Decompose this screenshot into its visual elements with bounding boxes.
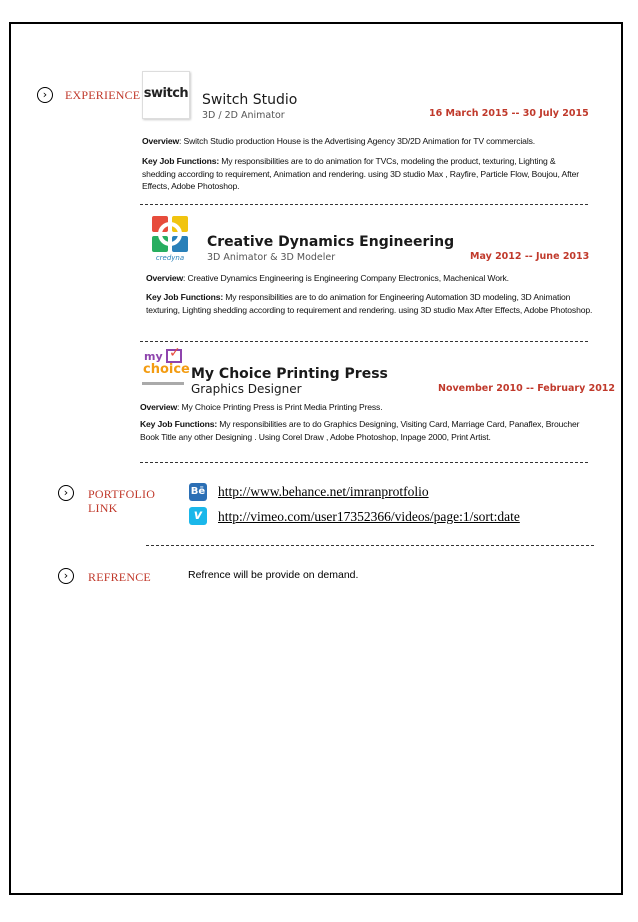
job-date: May 2012 -- June 2013 (470, 251, 590, 262)
vimeo-icon[interactable]: v (189, 507, 207, 525)
overview-label: Overview (146, 273, 184, 283)
job-functions (142, 155, 582, 193)
overview-text: : Creative Dynamics Engineering is Engineering Company Electronics, Machenical Work. (183, 273, 509, 283)
credyna-mark-icon (146, 214, 194, 256)
reference-text: Refrence will be provide on demand. (188, 569, 359, 581)
job-role: 3D / 2D Animator (202, 110, 285, 121)
chevron-right-icon: › (58, 568, 74, 584)
functions-text: My responsibilities are to do Graphics Designing, Visiting Card, Marriage Card, Panaflex, Broucher Book Title any other Designing . Using Corel Draw , Adobe Photoshop, Inpage 2000, Print Artist. (140, 419, 580, 442)
job-overview (140, 401, 598, 414)
job-overview (146, 272, 598, 285)
functions-label: Key Job Functions: (146, 292, 224, 302)
divider (140, 204, 588, 205)
divider (140, 341, 588, 342)
functions-label: Key Job Functions: (142, 156, 220, 166)
logo-tagline-bar (142, 382, 184, 385)
portfolio-label-line2: LINK (88, 501, 118, 515)
job-role: Graphics Designer (191, 382, 302, 396)
job-functions (140, 418, 598, 443)
section-experience-label: EXPERIENCE (65, 88, 141, 102)
job-company: Creative Dynamics Engineering (207, 234, 455, 250)
overview-text: : My Choice Printing Press is Print Media Printing Press. (177, 402, 383, 412)
logo-wordmark-choice: choice (143, 362, 190, 377)
logo-wordmark-my: my (144, 350, 163, 363)
job-date: November 2010 -- February 2012 (438, 383, 616, 394)
functions-label: Key Job Functions: (140, 419, 218, 429)
overview-text: : Switch Studio production House is the Advertising Agency 3D/2D Animation for TV commercials. (179, 136, 535, 146)
section-reference-label: REFRENCE (88, 570, 151, 584)
my-choice-logo (142, 345, 190, 393)
overview-label: Overview (140, 402, 178, 412)
job-role: 3D Animator & 3D Modeler (207, 252, 336, 263)
logo-wordmark: switch (143, 86, 189, 101)
checkbox-icon: ✓ (166, 349, 182, 363)
logo-wordmark: credyna (155, 254, 185, 262)
chevron-right-icon: › (58, 485, 74, 501)
page-border (9, 22, 623, 895)
job-company: My Choice Printing Press (191, 366, 388, 382)
functions-text: My responsibilities are to do animation for TVCs, modeling the product, texturing, Lighting & shedding according to requirement, Animation and rendering. using 3D studio Max , Rayfire, Particle Flow, Boujou, After Effects, Adobe Photoshop. (142, 156, 579, 191)
divider (146, 545, 594, 546)
job-functions (146, 291, 598, 316)
vimeo-link[interactable]: http://vimeo.com/user17352366/videos/page:1/sort:date (218, 509, 520, 524)
switch-studio-logo (142, 71, 190, 119)
portfolio-label-line1: PORTFOLIO (88, 487, 156, 501)
divider (140, 462, 588, 463)
job-company: Switch Studio (202, 92, 298, 108)
behance-icon[interactable]: Bē (189, 483, 207, 501)
job-overview (142, 135, 582, 148)
overview-label: Overview (142, 136, 180, 146)
credyna-logo (146, 214, 194, 264)
chevron-right-icon: › (37, 87, 53, 103)
job-date: 16 March 2015 -- 30 July 2015 (429, 108, 589, 119)
section-portfolio-label (88, 487, 155, 515)
behance-link[interactable]: http://www.behance.net/imranprotfolio (218, 484, 429, 499)
functions-text: My responsibilities are to do animation for Engineering Automation 3D modeling, 3D Animation texturing, Lighting shedding according to requirement and rendering. using 3D studio Max After Effects, Adobe Photoshop. (146, 292, 593, 315)
